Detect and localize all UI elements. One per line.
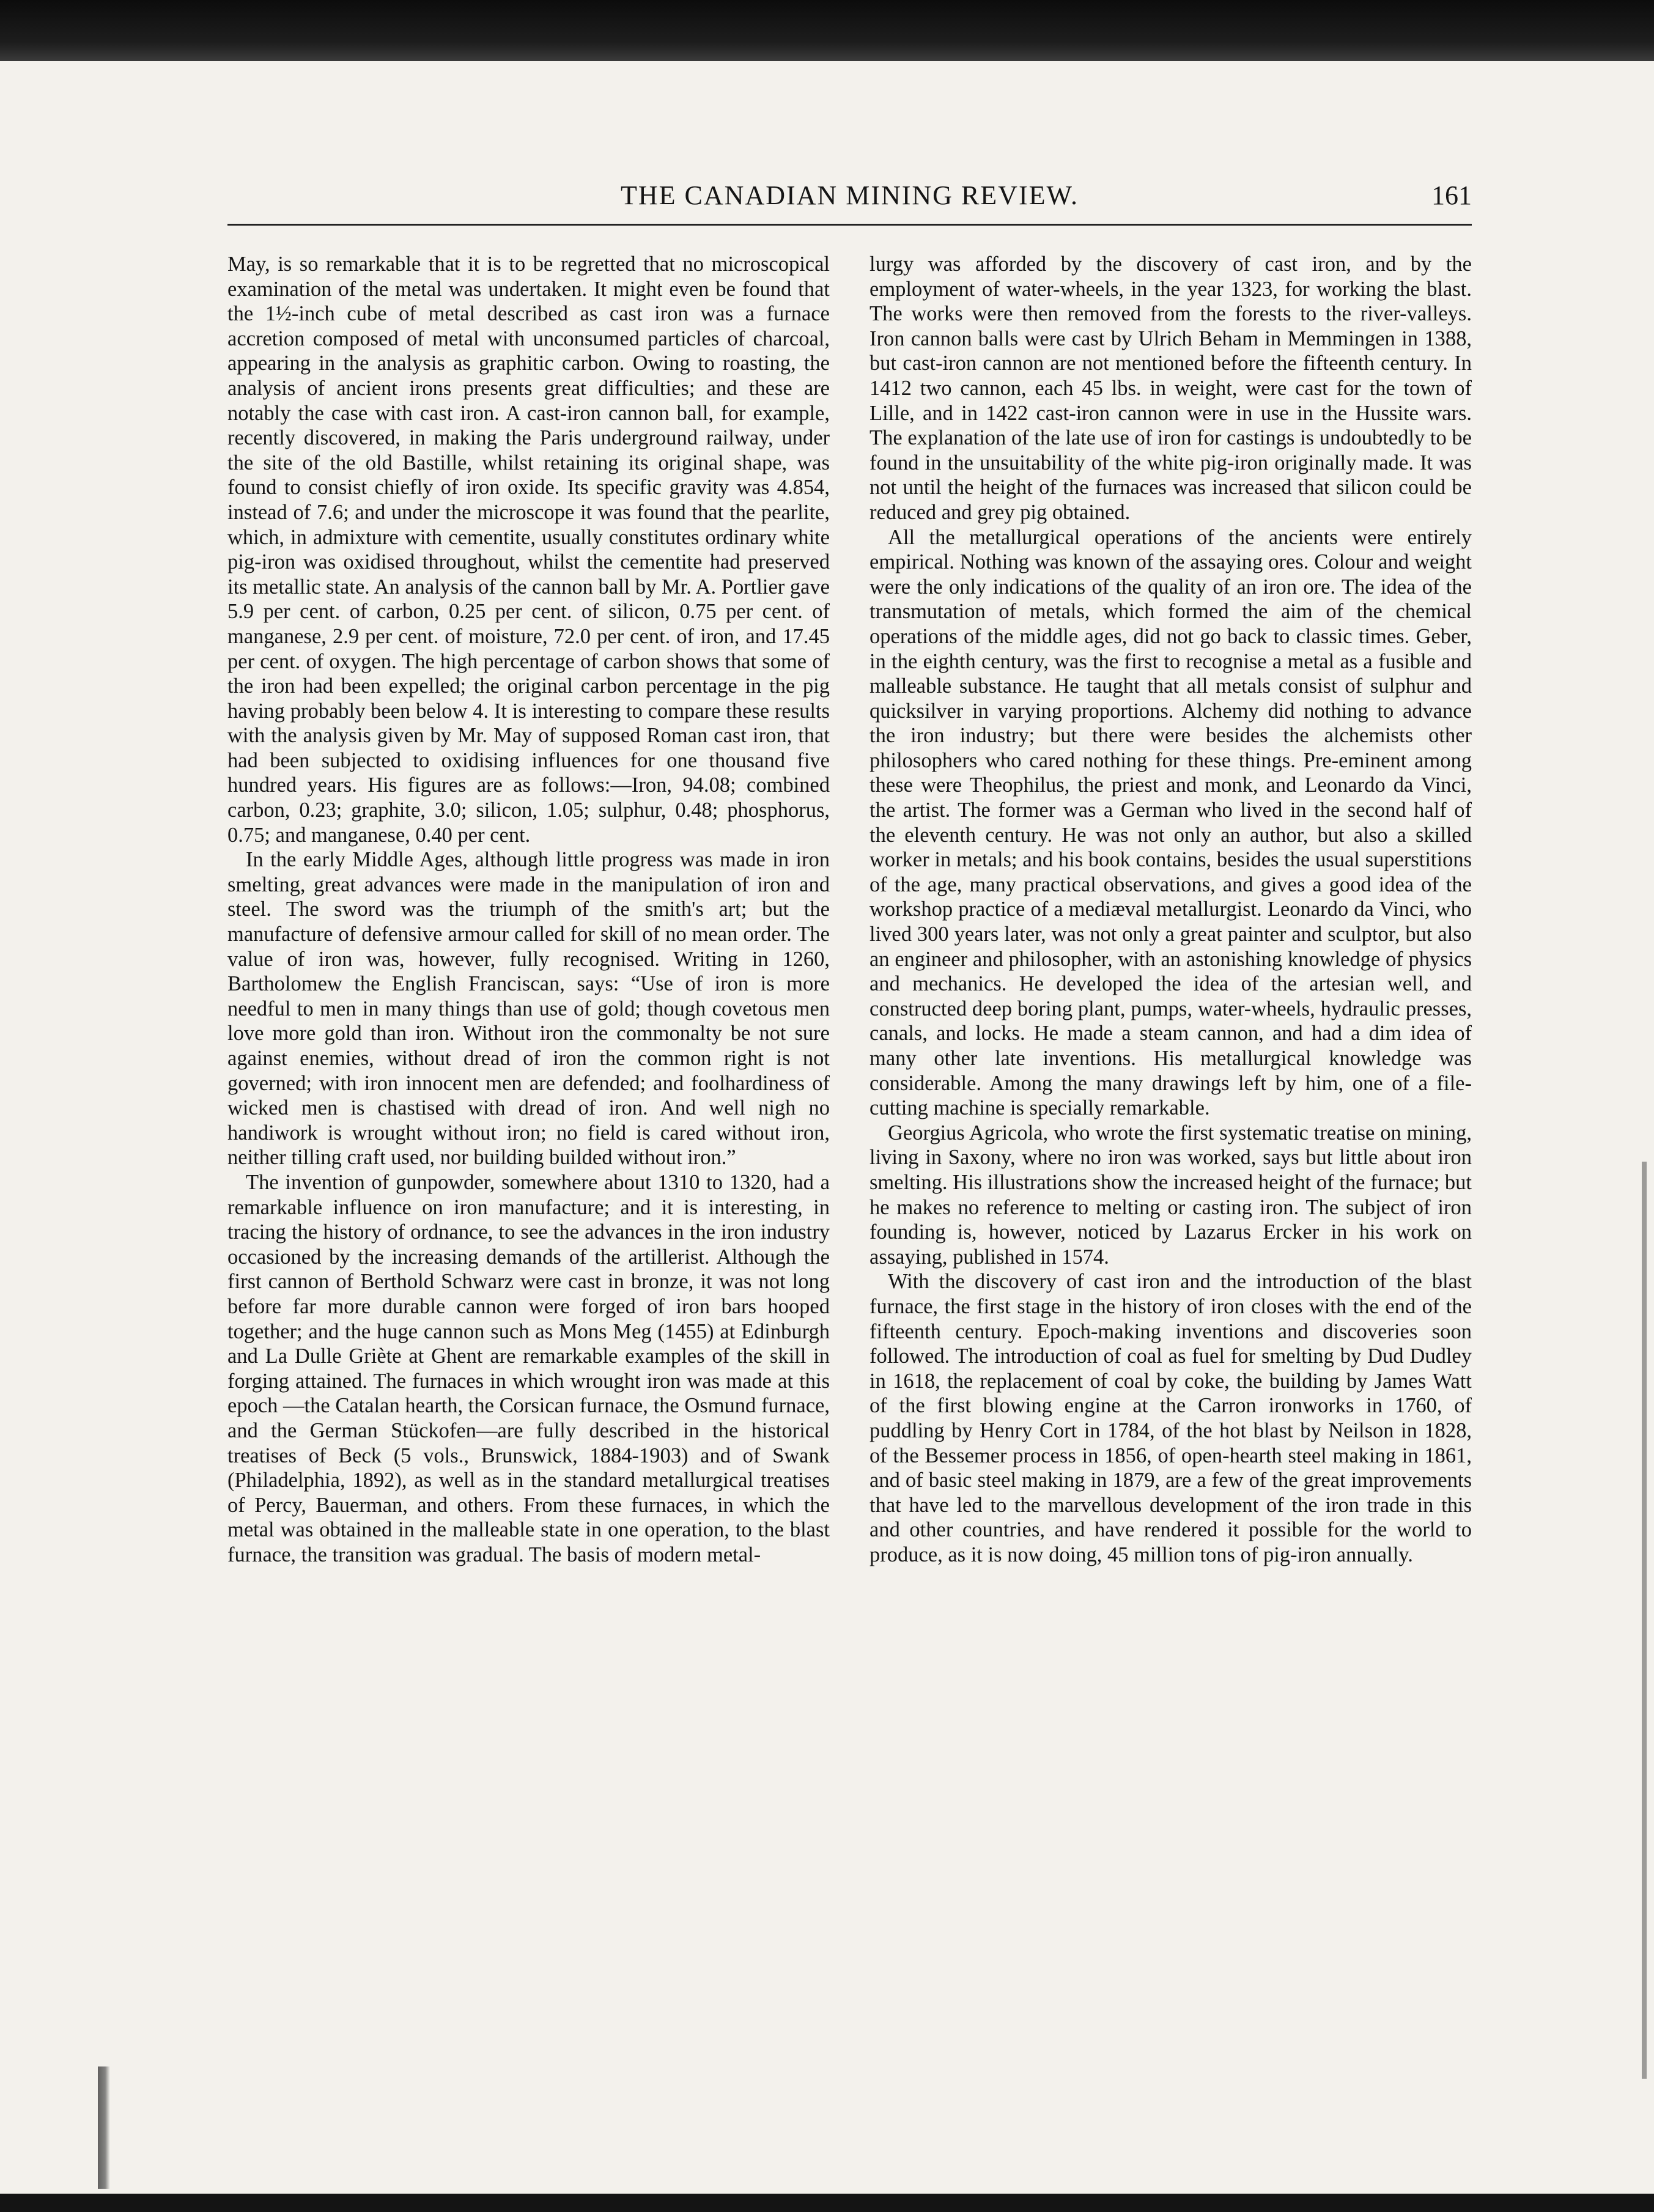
scan-top-border [0, 0, 1654, 61]
scan-edge-shadow [1642, 1162, 1647, 2079]
paragraph: The invention of gunpowder, somewhere about 1310 to 1320, had a remarkable influence on iron manufacture; and it is interesting, in tracing the history of ordnance, to see the advances in the iron industry occasioned by the increasing demands of the artillerist. Although the first cannon of Berthold Schwarz were cast in bronze, it was not long before far more durable cannon were forged of iron bars hooped together; and the huge cannon such as Mons Meg (1455) at Edinburgh and La Dulle Griète at Ghent are remarkable examples of the skill in forging attained. The furnaces in which wrought iron was made at this epoch —the Catalan hearth, the Corsican furnace, the Osmund furnace, and the German Stückofen—are fully described in the historical treatises of Beck (5 vols., Brunswick, 1884-1903) and of Swank (Philadelphia, 1892), as well as in the standard metallurgical treatises of Percy, Bauerman, and others. From these furnaces, in which the metal was obtained in the malleable state in one operation, to the blast furnace, the transition was gradual. The basis of modern metal- [227, 1170, 830, 1566]
scan-edge-shadow [98, 2066, 110, 2189]
paragraph: May, is so remarkable that it is to be regretted that no microscopical examination of the metal was undertaken. It might even be found that the 1½-inch cube of metal described as cast iron was a furnace accretion composed of metal with unconsumed particles of charcoal, appearing in the analysis as graphitic carbon. Owing to roasting, the analysis of ancient irons presents great difficulties; and these are notably the case with cast iron. A cast-iron cannon ball, for example, recently discovered, in making the Paris underground railway, under the site of the old Bastille, whilst retaining its original shape, was found to consist chiefly of iron oxide. Its specific gravity was 4.854, instead of 7.6; and under the microscope it was found that the pearlite, which, in admixture with cementite, usually constitutes ordinary white pig-iron was oxidised throughout, whilst the cementite had preserved its metallic state. An analysis of the cannon ball by Mr. A. Portlier gave 5.9 per cent. of carbon, 0.25 per cent. of silicon, 0.75 per cent. of manganese, 2.9 per cent. of moisture, 72.0 per cent. of iron, and 17.45 per cent. of oxygen. The high percentage of carbon shows that some of the iron had been expelled; the original carbon percentage in the pig having probably been below 4. It is interesting to compare these results with the analysis given by Mr. May of supposed Roman cast iron, that had been subjected to oxidising influences for one thousand five hundred years. His figures are as follows:—Iron, 94.08; combined carbon, 0.23; graphite, 3.0; silicon, 1.05; sulphur, 0.48; phosphorus, 0.75; and manganese, 0.40 per cent. [227, 253, 830, 847]
paragraph: All the metallurgical operations of the ancients were entirely empirical. Nothing was known of the assaying ores. Colour and weight were the only indications of the quality of an iron ore. The idea of the transmutation of metals, which formed the aim of the chemical operations of the middle ages, did not go back to classic times. Geber, in the eighth century, was the first to recognise a metal as a fusible and malleable substance. He taught that all metals consist of sulphur and quicksilver in varying proportions. Alchemy did nothing to advance the iron industry; but there were besides the alchemists other philosophers who cared nothing for these things. Pre-eminent among these were Theophilus, the priest and monk, and Leonardo da Vinci, the artist. The former was a German who lived in the second half of the eleventh century. He was not only an author, but also a skilled worker in metals; and his book contains, besides the usual superstitions of the age, many practical observations, and gives a good idea of the workshop practice of a mediæval metallurgist. Leonardo da Vinci, who lived 300 years later, was not only a great painter and sculptor, but also an engineer and philosopher, with an astonishing knowledge of physics and mechanics. He developed the idea of the artesian well, and constructed deep boring plant, pumps, water-wheels, hydraulic presses, canals, and locks. He made a steam cannon, and had a dim idea of many other late inventions. His metallurgical knowledge was considerable. Among the many drawings left by him, one of a file-cutting machine is specially remarkable. [869, 525, 1472, 1120]
paragraph: Georgius Agricola, who wrote the first systematic treatise on mining, living in Saxony, where no iron was worked, says but little about iron smelting. His illustrations show the increased height of the furnace; but he makes no reference to melting or casting iron. The subject of iron founding is, however, noticed by Lazarus Ercker in his work on assaying, published in 1574. [869, 1121, 1472, 1269]
paragraph: lurgy was afforded by the discovery of cast iron, and by the employment of water-wheels, in the year 1323, for working the blast. The works were then removed from the forests to the river-valleys. Iron cannon balls were cast by Ulrich Beham in Memmingen in 1388, but cast-iron cannon are not mentioned before the fifteenth century. In 1412 two cannon, each 45 lbs. in weight, were cast for the town of Lille, and in 1422 cast-iron cannon were in use in the Hussite wars. The explanation of the late use of iron for castings is undoubtedly to be found in the unsuitability of the white pig-iron originally made. It was not until the height of the furnaces was increased that silicon could be reduced and grey pig obtained. [869, 253, 1472, 524]
header-rule [227, 224, 1472, 226]
right-column [869, 252, 1472, 1567]
paragraph: With the discovery of cast iron and the introduction of the blast furnace, the first stage in the history of iron closes with the end of the fifteenth century. Epoch-making inventions and discoveries soon followed. The introduction of coal as fuel for smelting by Dud Dudley in 1618, the replacement of coal by coke, the building by James Watt of the first blowing engine at the Carron ironworks in 1760, of puddling by Henry Cort in 1784, of the hot blast by Neilson in 1828, of the Bessemer process in 1856, of open-hearth steel making in 1861, and of basic steel making in 1879, are a few of the great improvements that have led to the marvellous development of the iron trade in this and other countries, and have rendered it possible for the world to produce, as it is now doing, 45 million tons of pig-iron annually. [869, 1270, 1472, 1566]
page-header [227, 177, 1472, 220]
journal-title: THE CANADIAN MINING REVIEW. [621, 180, 1079, 210]
left-column [227, 252, 830, 1567]
paragraph: In the early Middle Ages, although little progress was made in iron smelting, great advances were made in the manipulation of iron and steel. The sword was the triumph of the smith's art; but the manufacture of defensive armour called for skill of no mean order. The value of iron was, however, fully recognised. Writing in 1260, Bartholomew the English Franciscan, says: “Use of iron is more needful to men in many things than use of gold; though covetous men love more gold than iron. Without iron the commonalty be not sure against enemies, without dread of iron the common right is not governed; with iron innocent men are defended; and foolhardiness of wicked men is chastised with dread of iron. And well nigh no handiwork is wrought without iron; no field is cared without iron, neither tilling craft used, nor building builded without iron.” [227, 848, 830, 1170]
page-number: 161 [1431, 180, 1472, 210]
scan-bottom-border [0, 2194, 1654, 2212]
